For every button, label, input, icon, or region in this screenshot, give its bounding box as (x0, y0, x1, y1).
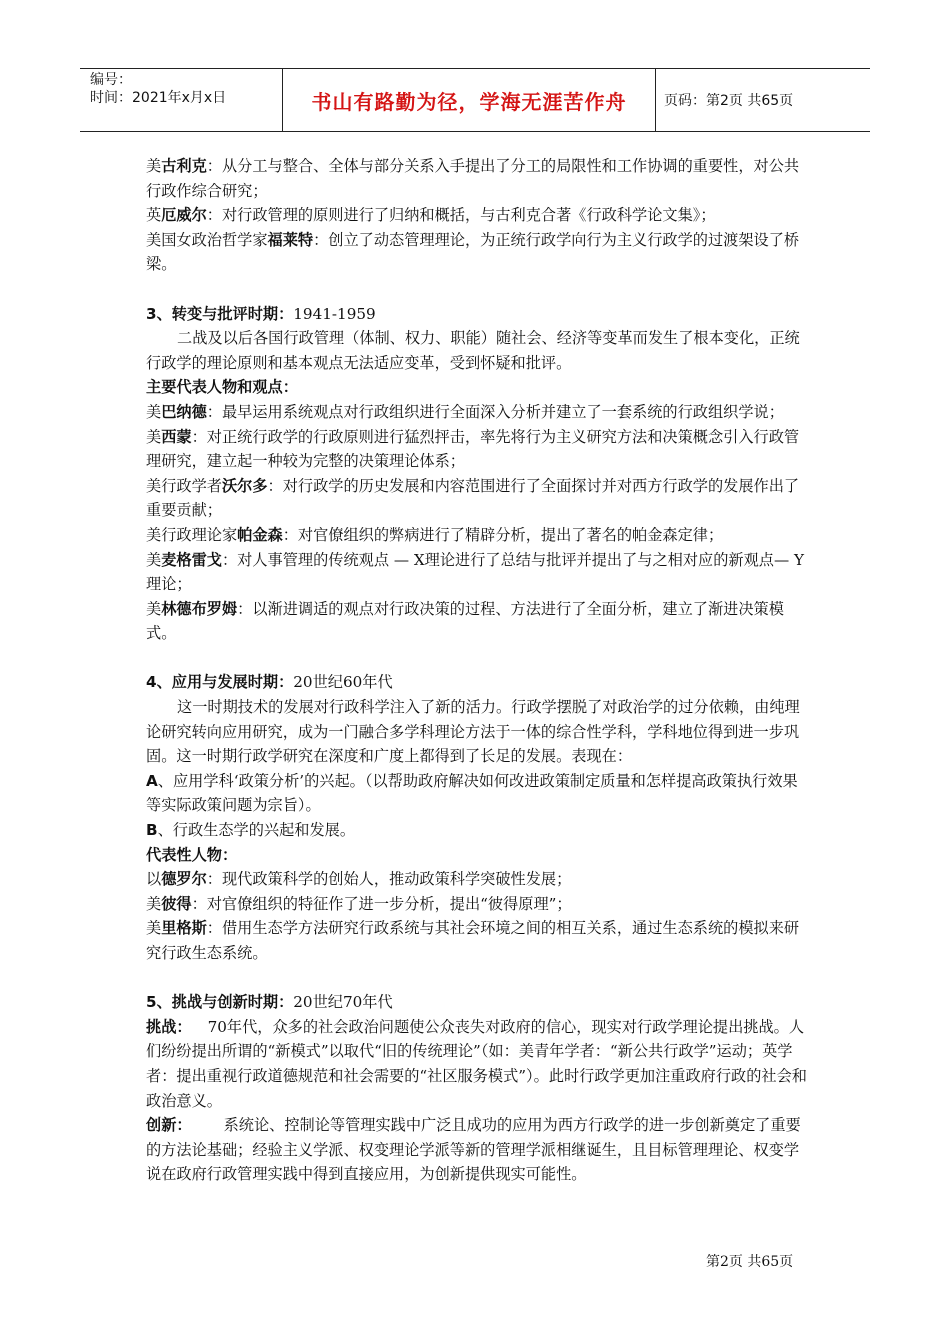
header-page-info: 页码：第2页 共65页 (664, 93, 794, 109)
list-item: 美西蒙：对正统行政学的行政原则进行猛烈抨击，率先将行为主义研究方法和决策概念引入行政管理研究，建立起一种较为完整的决策理论体系； (146, 427, 800, 471)
point-a: A、应用学科‘政策分析’的兴起。（以帮助政府解决如何改进政策制定质量和怎样提高政策执行效果等实际政策问题为宗旨）。 (146, 771, 798, 815)
person-name: 厄威尔 (161, 206, 207, 225)
header-motto: 书山有路勤为径，学海无涯苦作舟 (311, 89, 627, 114)
section-title: 3、转变与批评时期：1941-1959 (146, 304, 376, 323)
person-name: 福莱特 (267, 230, 314, 249)
list-item: 美行政学者沃尔多：对行政学的历史发展和内容范围进行了全面探讨并对西方行政学的发展作出了重要贡献； (146, 476, 800, 520)
challenge-paragraph: 挑战： 70年代，众多的社会政治问题使公众丧失对政府的信心，现实对行政学理论提出挑战。人们纷纷提出所谓的“新模式”以取代“旧的传统理论”（如：美青年学者：“新公共行政学”运动；英学者：提出重视行政道德规范和社会需要的“社区服务模式”）。此时行政学更加注重政府行政的社会和政治意义。 (146, 1017, 807, 1110)
list-item: 美巴纳德：最早运用系统观点对行政组织进行全面深入分析并建立了一套系统的行政组织学说； (146, 402, 784, 421)
reps-label: 主要代表人物和观点： (146, 378, 298, 397)
doc-date: 时间：2021年x月x日 (90, 90, 227, 106)
paragraph: 美古利克：从分工与整合、全体与部分关系入手提出了分工的局限性和工作协调的重要性，对公共行政作综合研究； (146, 157, 800, 200)
list-item: 美里格斯：借用生态学方法研究行政系统与其社会环境之间的相互关系，通过生态系统的模拟来研究行政生态系统。 (146, 919, 800, 962)
paragraph: 英厄威尔：对行政管理的原则进行了归纳和概括，与古利克合著《行政科学论文集》； (146, 206, 716, 225)
paragraph: 美国女政治哲学家福莱特：创立了动态管理理论，为正统行政学向行为主义行政学的过渡架设了桥梁。 (146, 230, 800, 274)
section-body: 二战及以后各国行政管理（体制、权力、职能）随社会、经济等变革而发生了根本变化，正统行政学的理论原则和基本观点无法适应变革，受到怀疑和批评。 (146, 329, 800, 372)
person-name: 古利克 (161, 157, 207, 175)
doc-number-label: 编号： (90, 72, 132, 88)
innovation-paragraph: 创新： 系统论、控制论等管理实践中广泛且成功的应用为西方行政学的进一步创新奠定了重要的方法论基础；经验主义学派、权变理论学派等新的管理学派相继诞生，且目标管理理论、权变学说在政府行政管理实践中得到直接应用，为创新提供现实可能性。 (146, 1116, 801, 1184)
section-title: 5、挑战与创新时期：20世纪70年代 (146, 993, 393, 1012)
reps-label: 代表性人物： (146, 845, 238, 864)
point-b: B、行政生态学的兴起和发展。 (146, 821, 356, 840)
section-body: 这一时期技术的发展对行政科学注入了新的活力。行政学摆脱了对政治学的过分依赖，由纯理论研究转向应用研究，成为一门融合多学科理论方法于一体的综合性学科，学科地位得到进一步巩固。这一时期行政学研究在深度和广度上都得到了长足的发展。表现在： (146, 698, 800, 766)
list-item: 美彼得：对官僚组织的特征作了进一步分析，提出“彼得原理”； (146, 894, 572, 913)
list-item: 美行政理论家帕金森：对官僚组织的弊病进行了精辟分析，提出了著名的帕金森定律； (146, 525, 724, 544)
page-header (80, 68, 870, 132)
list-item: 以德罗尔：现代政策科学的创始人，推动政策科学突破性发展； (146, 870, 572, 889)
document-body (146, 154, 808, 1187)
header-meta (80, 69, 280, 131)
list-item: 美麦格雷戈：对人事管理的传统观点 — X理论进行了总结与批评并提出了与之相对应的新观点— Y理论； (146, 550, 805, 594)
list-item: 美林德布罗姆：以渐进调适的观点对行政决策的过程、方法进行了全面分析，建立了渐进决策模式。 (146, 599, 784, 643)
page-footer: 第2页 共65页 (706, 1254, 794, 1270)
header-motto-cell (282, 69, 656, 131)
header-page-cell (658, 69, 870, 131)
section-title: 4、应用与发展时期：20世纪60年代 (146, 673, 393, 692)
